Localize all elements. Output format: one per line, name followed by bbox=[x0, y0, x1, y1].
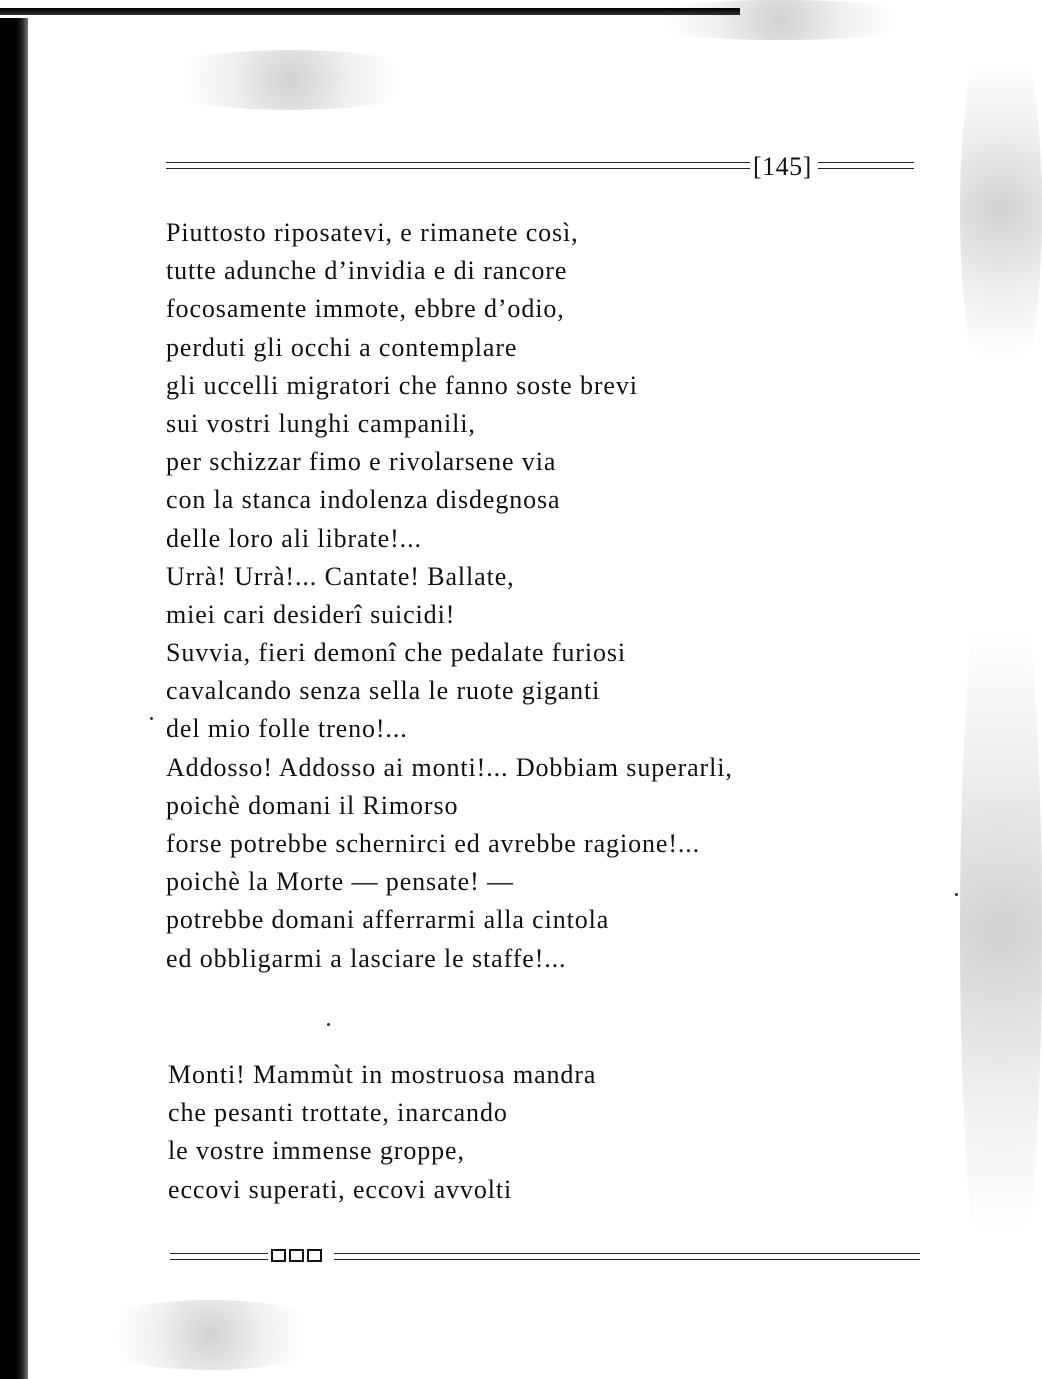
verse-line: le vostre immense groppe, bbox=[168, 1136, 465, 1166]
verse-line: Suvvia, fieri demonî che pedalate furiosi bbox=[166, 638, 626, 668]
verse-line: poichè domani il Rimorso bbox=[166, 790, 459, 820]
verse-line: ed obbligarmi a lasciare le staffe!... bbox=[166, 943, 567, 973]
verse-line: che pesanti trottate, inarcando bbox=[168, 1098, 508, 1128]
scan-smudge bbox=[960, 500, 1042, 1360]
scan-smudge bbox=[80, 1300, 340, 1370]
verse-line: delle loro ali librate!... bbox=[166, 523, 422, 553]
verse-line: Piuttosto riposatevi, e rimanete così, bbox=[166, 218, 579, 247]
verse-line: Monti! Mammùt in mostruosa mandra bbox=[168, 1060, 597, 1089]
verse-line: forse potrebbe schernirci ed avrebbe ragione!... bbox=[166, 829, 701, 858]
page-number: [145] bbox=[753, 152, 812, 181]
footer-rule-right bbox=[334, 1253, 920, 1260]
scan-speck bbox=[150, 717, 153, 720]
verse-line: perduti gli occhi a contemplare bbox=[166, 332, 518, 362]
verse-line: Addosso! Addosso ai monti!... Dobbiam superarli, bbox=[166, 752, 733, 782]
verse-line: tutte adunche d’invidia e di rancore bbox=[166, 256, 568, 286]
verse-line: con la stanca indolenza disdegnosa bbox=[166, 485, 561, 515]
verse-line: Urrà! Urrà!... Cantate! Ballate, bbox=[166, 561, 515, 591]
three-square-ornament-icon bbox=[271, 1249, 322, 1262]
verse-line: gli uccelli migratori che fanno soste brevi bbox=[166, 370, 638, 400]
verse-line: sui vostri lunghi campanili, bbox=[166, 408, 476, 438]
scan-smudge bbox=[960, 0, 1042, 420]
stanza-one bbox=[166, 214, 733, 978]
ornament-square-icon bbox=[271, 1249, 286, 1262]
ornament-square-icon bbox=[307, 1249, 322, 1262]
verse-line: miei cari desiderî suicidi! bbox=[166, 599, 456, 629]
footer-rule-left bbox=[170, 1253, 268, 1260]
stanza-two bbox=[168, 1056, 596, 1209]
verse-line: eccovi superati, eccovi avvolti bbox=[168, 1174, 513, 1204]
verse-line: focosamente immote, ebbre d’odio, bbox=[166, 294, 565, 324]
scan-speck bbox=[327, 1023, 330, 1026]
scan-smudge bbox=[620, 0, 940, 40]
verse-line: cavalcando senza sella le ruote giganti bbox=[166, 676, 601, 706]
scan-speck bbox=[955, 893, 958, 896]
verse-line: poichè la Morte — pensate! — bbox=[166, 867, 514, 897]
ornament-square-icon bbox=[289, 1249, 304, 1262]
verse-line: potrebbe domani afferrarmi alla cintola bbox=[166, 905, 610, 935]
verse-line: del mio folle treno!... bbox=[166, 714, 408, 744]
scan-smudge bbox=[140, 50, 440, 110]
header-rule-right bbox=[818, 162, 914, 169]
scan-binding-shadow bbox=[0, 18, 28, 1379]
header-rule-left bbox=[166, 162, 750, 169]
verse-line: per schizzar fimo e rivolarsene via bbox=[166, 447, 557, 477]
